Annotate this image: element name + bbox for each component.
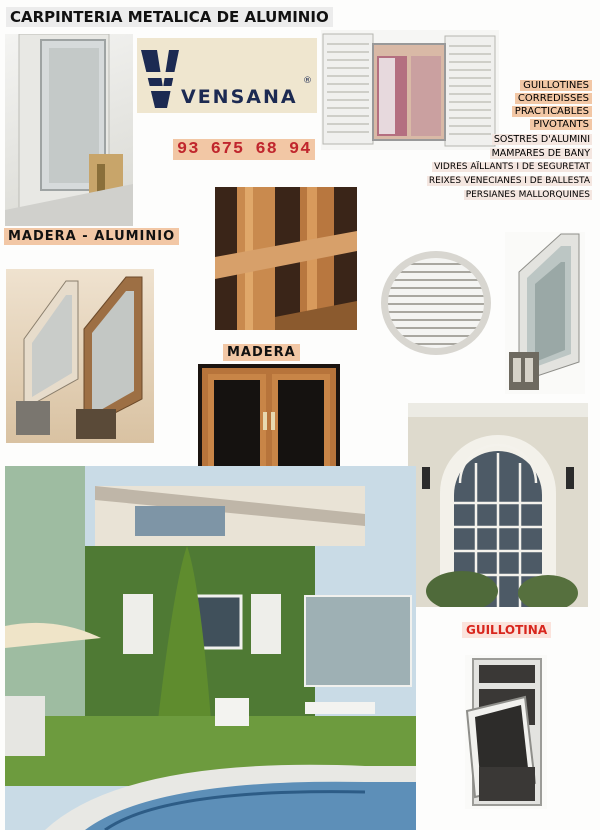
product-item: PIVOTANTS bbox=[530, 119, 592, 130]
product-item: GUILLOTINES bbox=[520, 80, 592, 91]
product-item: CORREDISSES bbox=[515, 93, 592, 104]
label-madera: MADERA bbox=[223, 344, 300, 361]
photo-arched-window-facade bbox=[408, 403, 588, 607]
photo-circular-louver bbox=[380, 250, 492, 356]
photo-aluminium-profile-right bbox=[505, 232, 585, 394]
product-item: VIDRES AÏLLANTS I DE SEGURETAT bbox=[434, 162, 590, 172]
photo-wood-window-detail bbox=[215, 187, 357, 330]
product-item: SOSTRES D'ALUMINI bbox=[493, 134, 590, 145]
photo-guillotine-window bbox=[465, 655, 547, 809]
product-item: REIXES VENECIANES I DE BALLESTA bbox=[428, 176, 590, 186]
photo-madera-aluminio-sections bbox=[6, 269, 154, 443]
page-title: CARPINTERIA METALICA DE ALUMINIO bbox=[6, 7, 333, 27]
product-item: MAMPARES DE BANY bbox=[491, 148, 590, 159]
label-madera-aluminio: MADERA - ALUMINIO bbox=[4, 228, 179, 245]
registered-mark: ® bbox=[303, 76, 312, 86]
logo-v-mark-icon bbox=[139, 48, 181, 110]
product-list bbox=[430, 80, 595, 205]
brand-logo bbox=[137, 38, 317, 113]
photo-window-profile-corner bbox=[5, 34, 133, 226]
label-guillotina: GUILLOTINA bbox=[462, 622, 551, 638]
product-item: PERSIANES MALLORQUINES bbox=[465, 190, 590, 200]
product-item: PRACTICABLES bbox=[512, 106, 592, 117]
brand-name: VENSANA bbox=[181, 86, 298, 108]
photo-house-garden-pool bbox=[5, 466, 416, 830]
phone-number[interactable]: 93 675 68 94 bbox=[173, 139, 315, 160]
photo-wooden-window bbox=[198, 364, 340, 482]
